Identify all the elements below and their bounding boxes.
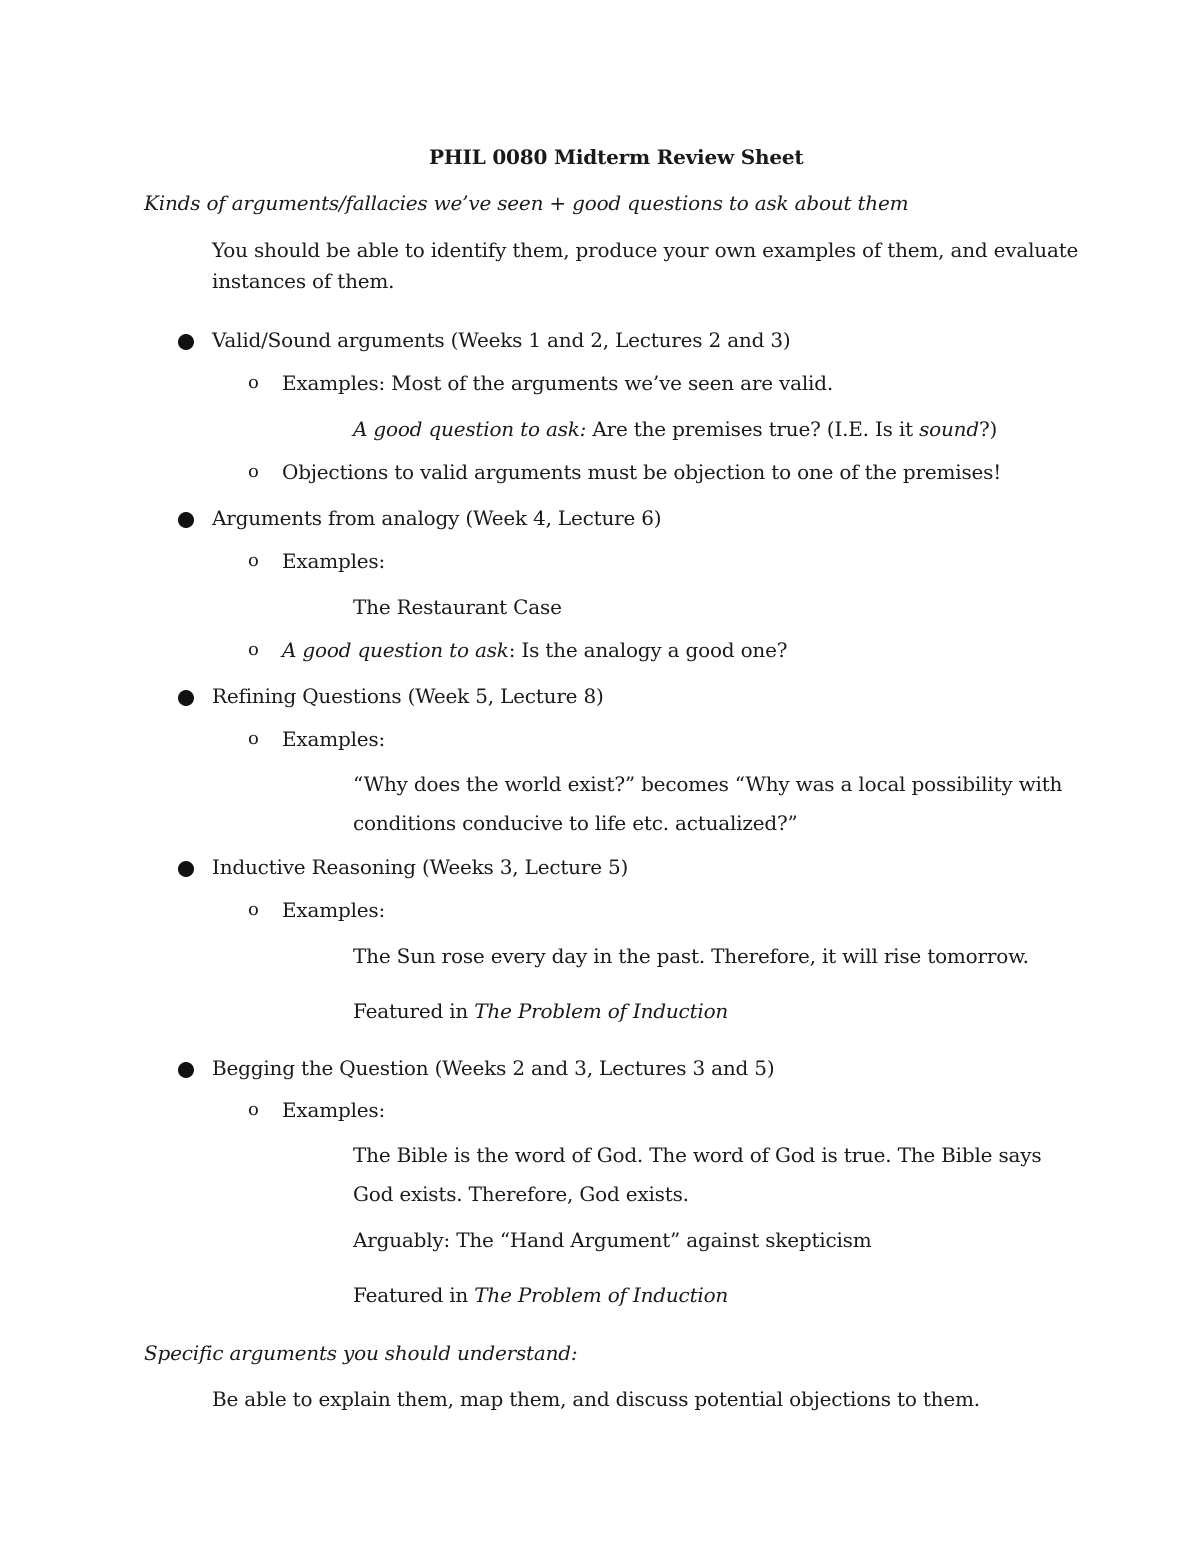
good-question bbox=[353, 416, 997, 442]
good-question-mid: Are the premises true? (I.E. Is it bbox=[586, 417, 920, 441]
section-heading-kinds: Kinds of arguments/fallacies we’ve seen + good questions to ask about them bbox=[144, 191, 909, 215]
sub-bullet-icon: o bbox=[248, 550, 259, 571]
featured-in bbox=[353, 998, 728, 1024]
section-intro: Be able to explain them, map them, and discuss potential objections to them. bbox=[212, 1387, 980, 1411]
sub-item-objections: Objections to valid arguments must be objection to one of the premises! bbox=[282, 460, 1002, 484]
example-text-line-1: “Why does the world exist?” becomes “Why was a local possibility with bbox=[353, 772, 1063, 796]
list-item-analogy: Arguments from analogy (Week 4, Lecture 6) bbox=[212, 506, 662, 530]
list-item-inductive: Inductive Reasoning (Weeks 3, Lecture 5) bbox=[212, 855, 629, 879]
sub-item-examples: Examples: bbox=[282, 898, 386, 922]
example-text-line-2: God exists. Therefore, God exists. bbox=[353, 1182, 689, 1206]
sub-bullet-icon: o bbox=[248, 372, 259, 393]
featured-prefix: Featured in bbox=[353, 1283, 475, 1307]
list-item-begging: Begging the Question (Weeks 2 and 3, Lectures 3 and 5) bbox=[212, 1056, 775, 1080]
bullet-icon bbox=[178, 690, 194, 706]
sub-item-examples: Examples: bbox=[282, 1098, 386, 1122]
list-item-valid-sound: Valid/Sound arguments (Weeks 1 and 2, Lectures 2 and 3) bbox=[212, 328, 791, 352]
list-item-refining: Refining Questions (Week 5, Lecture 8) bbox=[212, 684, 604, 708]
featured-title: The Problem of Induction bbox=[474, 1283, 729, 1307]
section-intro-line-1: You should be able to identify them, produce your own examples of them, and evaluate bbox=[212, 238, 1079, 262]
example-text: The Sun rose every day in the past. Therefore, it will rise tomorrow. bbox=[353, 944, 1029, 968]
sub-bullet-icon: o bbox=[248, 461, 259, 482]
bullet-icon bbox=[178, 512, 194, 528]
sub-bullet-icon: o bbox=[248, 899, 259, 920]
bullet-icon bbox=[178, 334, 194, 350]
featured-in bbox=[353, 1282, 728, 1308]
example-text-line-2: conditions conducive to life etc. actualized?” bbox=[353, 811, 798, 835]
example-text-line-1: The Bible is the word of God. The word of God is true. The Bible says bbox=[353, 1143, 1042, 1167]
sub-bullet-icon: o bbox=[248, 728, 259, 749]
good-question-prefix: A good question to ask bbox=[282, 638, 509, 662]
good-question-rest: : Is the analogy a good one? bbox=[508, 638, 788, 662]
page-title: PHIL 0080 Midterm Review Sheet bbox=[429, 145, 804, 169]
featured-prefix: Featured in bbox=[353, 999, 475, 1023]
section-heading-specific: Specific arguments you should understand: bbox=[144, 1341, 578, 1365]
sub-bullet-icon: o bbox=[248, 639, 259, 660]
example-text: The Restaurant Case bbox=[353, 595, 562, 619]
sub-item-examples: Examples: bbox=[282, 549, 386, 573]
arguably-text: Arguably: The “Hand Argument” against skepticism bbox=[353, 1228, 872, 1252]
featured-title: The Problem of Induction bbox=[474, 999, 729, 1023]
sub-item-examples: Examples: Most of the arguments we’ve seen are valid. bbox=[282, 371, 833, 395]
good-question-prefix: A good question to ask: bbox=[353, 417, 587, 441]
good-question-italic: sound bbox=[919, 417, 979, 441]
good-question-end: ?) bbox=[978, 417, 998, 441]
sub-item-good-question bbox=[282, 637, 787, 663]
section-intro-line-2: instances of them. bbox=[212, 269, 395, 293]
bullet-icon bbox=[178, 1062, 194, 1078]
bullet-icon bbox=[178, 861, 194, 877]
sub-bullet-icon: o bbox=[248, 1099, 259, 1120]
sub-item-examples: Examples: bbox=[282, 727, 386, 751]
